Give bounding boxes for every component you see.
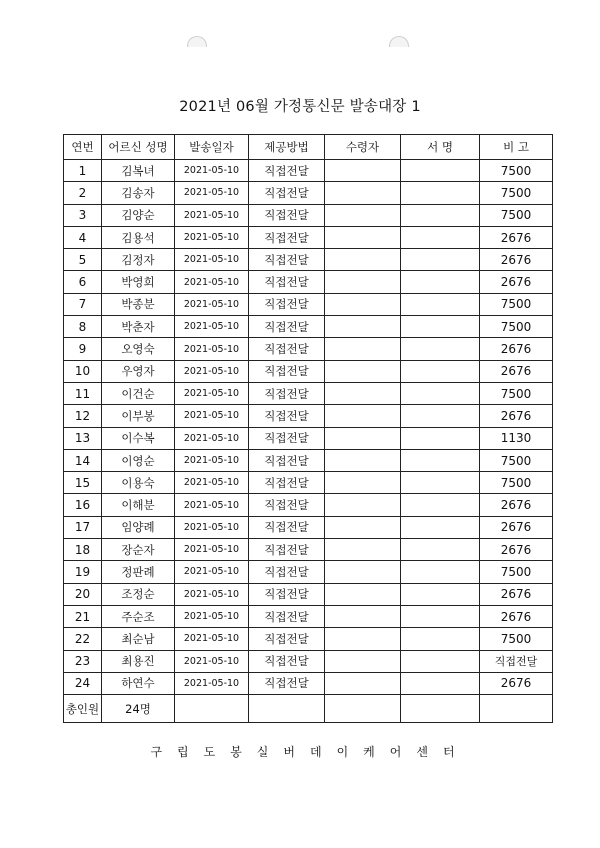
total-label: 총인원 [64,695,102,723]
signature-cell [401,516,480,538]
note-cell: 2676 [480,494,553,516]
ledger-body [64,160,553,695]
senior-name: 김복녀 [102,160,175,182]
note-cell: 2676 [480,338,553,360]
note-cell: 2676 [480,226,553,248]
row-number: 14 [64,449,102,471]
receiver-cell [325,539,401,561]
row-number: 21 [64,605,102,627]
header-row [64,135,553,160]
table-row [64,338,553,360]
delivery-method: 직접전달 [249,316,325,338]
delivery-method: 직접전달 [249,561,325,583]
table-row [64,583,553,605]
senior-name: 김정자 [102,249,175,271]
table-row [64,382,553,404]
senior-name: 박영희 [102,271,175,293]
receiver-cell [325,405,401,427]
table-row [64,293,553,315]
signature-cell [401,360,480,382]
send-date: 2021-05-10 [175,293,249,315]
row-number: 8 [64,316,102,338]
receiver-cell [325,182,401,204]
receiver-cell [325,160,401,182]
header-receiver: 수령자 [325,135,401,160]
row-number: 15 [64,472,102,494]
delivery-method: 직접전달 [249,226,325,248]
receiver-cell [325,382,401,404]
punch-hole-right [389,36,409,47]
send-date: 2021-05-10 [175,271,249,293]
signature-cell [401,338,480,360]
total-value: 24명 [102,695,175,723]
total-row [64,695,553,723]
signature-cell [401,628,480,650]
delivery-method: 직접전달 [249,494,325,516]
table-row [64,182,553,204]
receiver-cell [325,672,401,694]
header-signature: 서 명 [401,135,480,160]
total-empty-cell [401,695,480,723]
note-cell: 2676 [480,539,553,561]
note-cell: 2676 [480,516,553,538]
note-cell: 2676 [480,249,553,271]
delivery-method: 직접전달 [249,650,325,672]
send-date: 2021-05-10 [175,405,249,427]
table-row [64,271,553,293]
delivery-method: 직접전달 [249,160,325,182]
receiver-cell [325,583,401,605]
table-row [64,316,553,338]
send-date: 2021-05-10 [175,160,249,182]
signature-cell [401,494,480,516]
send-date: 2021-05-10 [175,494,249,516]
note-cell: 7500 [480,316,553,338]
table-row [64,516,553,538]
senior-name: 박종분 [102,293,175,315]
delivery-method: 직접전달 [249,449,325,471]
row-number: 1 [64,160,102,182]
senior-name: 이수복 [102,427,175,449]
signature-cell [401,405,480,427]
table-row [64,561,553,583]
signature-cell [401,472,480,494]
row-number: 12 [64,405,102,427]
receiver-cell [325,204,401,226]
send-date: 2021-05-10 [175,204,249,226]
row-number: 22 [64,628,102,650]
total-empty-cell [249,695,325,723]
row-number: 6 [64,271,102,293]
senior-name: 오영숙 [102,338,175,360]
header-no: 연번 [64,135,102,160]
senior-name: 박춘자 [102,316,175,338]
receiver-cell [325,271,401,293]
note-cell: 7500 [480,628,553,650]
receiver-cell [325,605,401,627]
row-number: 2 [64,182,102,204]
send-date: 2021-05-10 [175,605,249,627]
note-cell: 7500 [480,472,553,494]
organization-footer: 구립도봉실버데이케어센터 [150,745,470,759]
table-row [64,360,553,382]
receiver-cell [325,293,401,315]
senior-name: 주순조 [102,605,175,627]
row-number: 5 [64,249,102,271]
send-date: 2021-05-10 [175,249,249,271]
punch-hole-left [187,36,207,47]
receiver-cell [325,226,401,248]
delivery-method: 직접전달 [249,583,325,605]
senior-name: 이영순 [102,449,175,471]
row-number: 7 [64,293,102,315]
note-cell: 7500 [480,449,553,471]
table-row [64,672,553,694]
delivery-method: 직접전달 [249,271,325,293]
signature-cell [401,449,480,471]
senior-name: 이건순 [102,382,175,404]
delivery-method: 직접전달 [249,293,325,315]
signature-cell [401,182,480,204]
send-date: 2021-05-10 [175,182,249,204]
note-cell: 2676 [480,271,553,293]
send-date: 2021-05-10 [175,226,249,248]
senior-name: 하연수 [102,672,175,694]
signature-cell [401,650,480,672]
delivery-method: 직접전달 [249,405,325,427]
delivery-method: 직접전달 [249,516,325,538]
table-row [64,539,553,561]
header-method: 제공방법 [249,135,325,160]
note-cell: 7500 [480,382,553,404]
signature-cell [401,160,480,182]
senior-name: 이용숙 [102,472,175,494]
send-date: 2021-05-10 [175,672,249,694]
receiver-cell [325,249,401,271]
delivery-method: 직접전달 [249,427,325,449]
send-date: 2021-05-10 [175,472,249,494]
note-cell: 7500 [480,561,553,583]
document-title: 2021년 06월 가정통신문 발송대장 1 [179,99,421,115]
senior-name: 최용진 [102,650,175,672]
senior-name: 조정순 [102,583,175,605]
senior-name: 임양례 [102,516,175,538]
note-cell: 7500 [480,160,553,182]
send-date: 2021-05-10 [175,360,249,382]
senior-name: 김용석 [102,226,175,248]
table-row [64,628,553,650]
row-number: 9 [64,338,102,360]
table-row [64,249,553,271]
delivery-ledger-table [63,134,553,723]
delivery-method: 직접전달 [249,360,325,382]
receiver-cell [325,449,401,471]
send-date: 2021-05-10 [175,382,249,404]
senior-name: 정판례 [102,561,175,583]
total-empty-cell [175,695,249,723]
row-number: 10 [64,360,102,382]
signature-cell [401,226,480,248]
note-cell: 2676 [480,405,553,427]
table-row [64,405,553,427]
send-date: 2021-05-10 [175,650,249,672]
note-cell: 2676 [480,360,553,382]
receiver-cell [325,516,401,538]
note-cell: 2676 [480,672,553,694]
header-name: 어르신 성명 [102,135,175,160]
row-number: 13 [64,427,102,449]
receiver-cell [325,427,401,449]
row-number: 18 [64,539,102,561]
send-date: 2021-05-10 [175,338,249,360]
senior-name: 김송자 [102,182,175,204]
total-empty-cell [480,695,553,723]
send-date: 2021-05-10 [175,427,249,449]
header-date: 발송일자 [175,135,249,160]
signature-cell [401,672,480,694]
table-row [64,650,553,672]
table-row [64,494,553,516]
row-number: 11 [64,382,102,404]
send-date: 2021-05-10 [175,539,249,561]
delivery-method: 직접전달 [249,672,325,694]
send-date: 2021-05-10 [175,449,249,471]
receiver-cell [325,494,401,516]
receiver-cell [325,338,401,360]
header-note: 비 고 [480,135,553,160]
signature-cell [401,204,480,226]
table-row [64,226,553,248]
note-cell: 2676 [480,583,553,605]
table-row [64,160,553,182]
delivery-method: 직접전달 [249,338,325,360]
senior-name: 이부봉 [102,405,175,427]
row-number: 24 [64,672,102,694]
table-row [64,449,553,471]
send-date: 2021-05-10 [175,516,249,538]
signature-cell [401,271,480,293]
delivery-method: 직접전달 [249,382,325,404]
row-number: 19 [64,561,102,583]
receiver-cell [325,561,401,583]
row-number: 4 [64,226,102,248]
delivery-method: 직접전달 [249,472,325,494]
signature-cell [401,249,480,271]
table-row [64,204,553,226]
signature-cell [401,382,480,404]
senior-name: 우영자 [102,360,175,382]
delivery-method: 직접전달 [249,539,325,561]
send-date: 2021-05-10 [175,316,249,338]
send-date: 2021-05-10 [175,628,249,650]
receiver-cell [325,360,401,382]
senior-name: 김양순 [102,204,175,226]
row-number: 3 [64,204,102,226]
delivery-method: 직접전달 [249,628,325,650]
signature-cell [401,539,480,561]
signature-cell [401,316,480,338]
note-cell: 7500 [480,182,553,204]
note-cell: 1130 [480,427,553,449]
receiver-cell [325,650,401,672]
senior-name: 최순남 [102,628,175,650]
receiver-cell [325,628,401,650]
delivery-method: 직접전달 [249,249,325,271]
delivery-method: 직접전달 [249,204,325,226]
row-number: 16 [64,494,102,516]
table-row [64,427,553,449]
delivery-method: 직접전달 [249,605,325,627]
send-date: 2021-05-10 [175,561,249,583]
signature-cell [401,293,480,315]
note-cell: 직접전달 [480,650,553,672]
row-number: 20 [64,583,102,605]
signature-cell [401,605,480,627]
signature-cell [401,427,480,449]
table-row [64,605,553,627]
table-row [64,472,553,494]
delivery-method: 직접전달 [249,182,325,204]
note-cell: 7500 [480,204,553,226]
row-number: 23 [64,650,102,672]
send-date: 2021-05-10 [175,583,249,605]
note-cell: 2676 [480,605,553,627]
total-empty-cell [325,695,401,723]
receiver-cell [325,472,401,494]
signature-cell [401,561,480,583]
row-number: 17 [64,516,102,538]
signature-cell [401,583,480,605]
senior-name: 장순자 [102,539,175,561]
senior-name: 이해분 [102,494,175,516]
receiver-cell [325,316,401,338]
note-cell: 7500 [480,293,553,315]
